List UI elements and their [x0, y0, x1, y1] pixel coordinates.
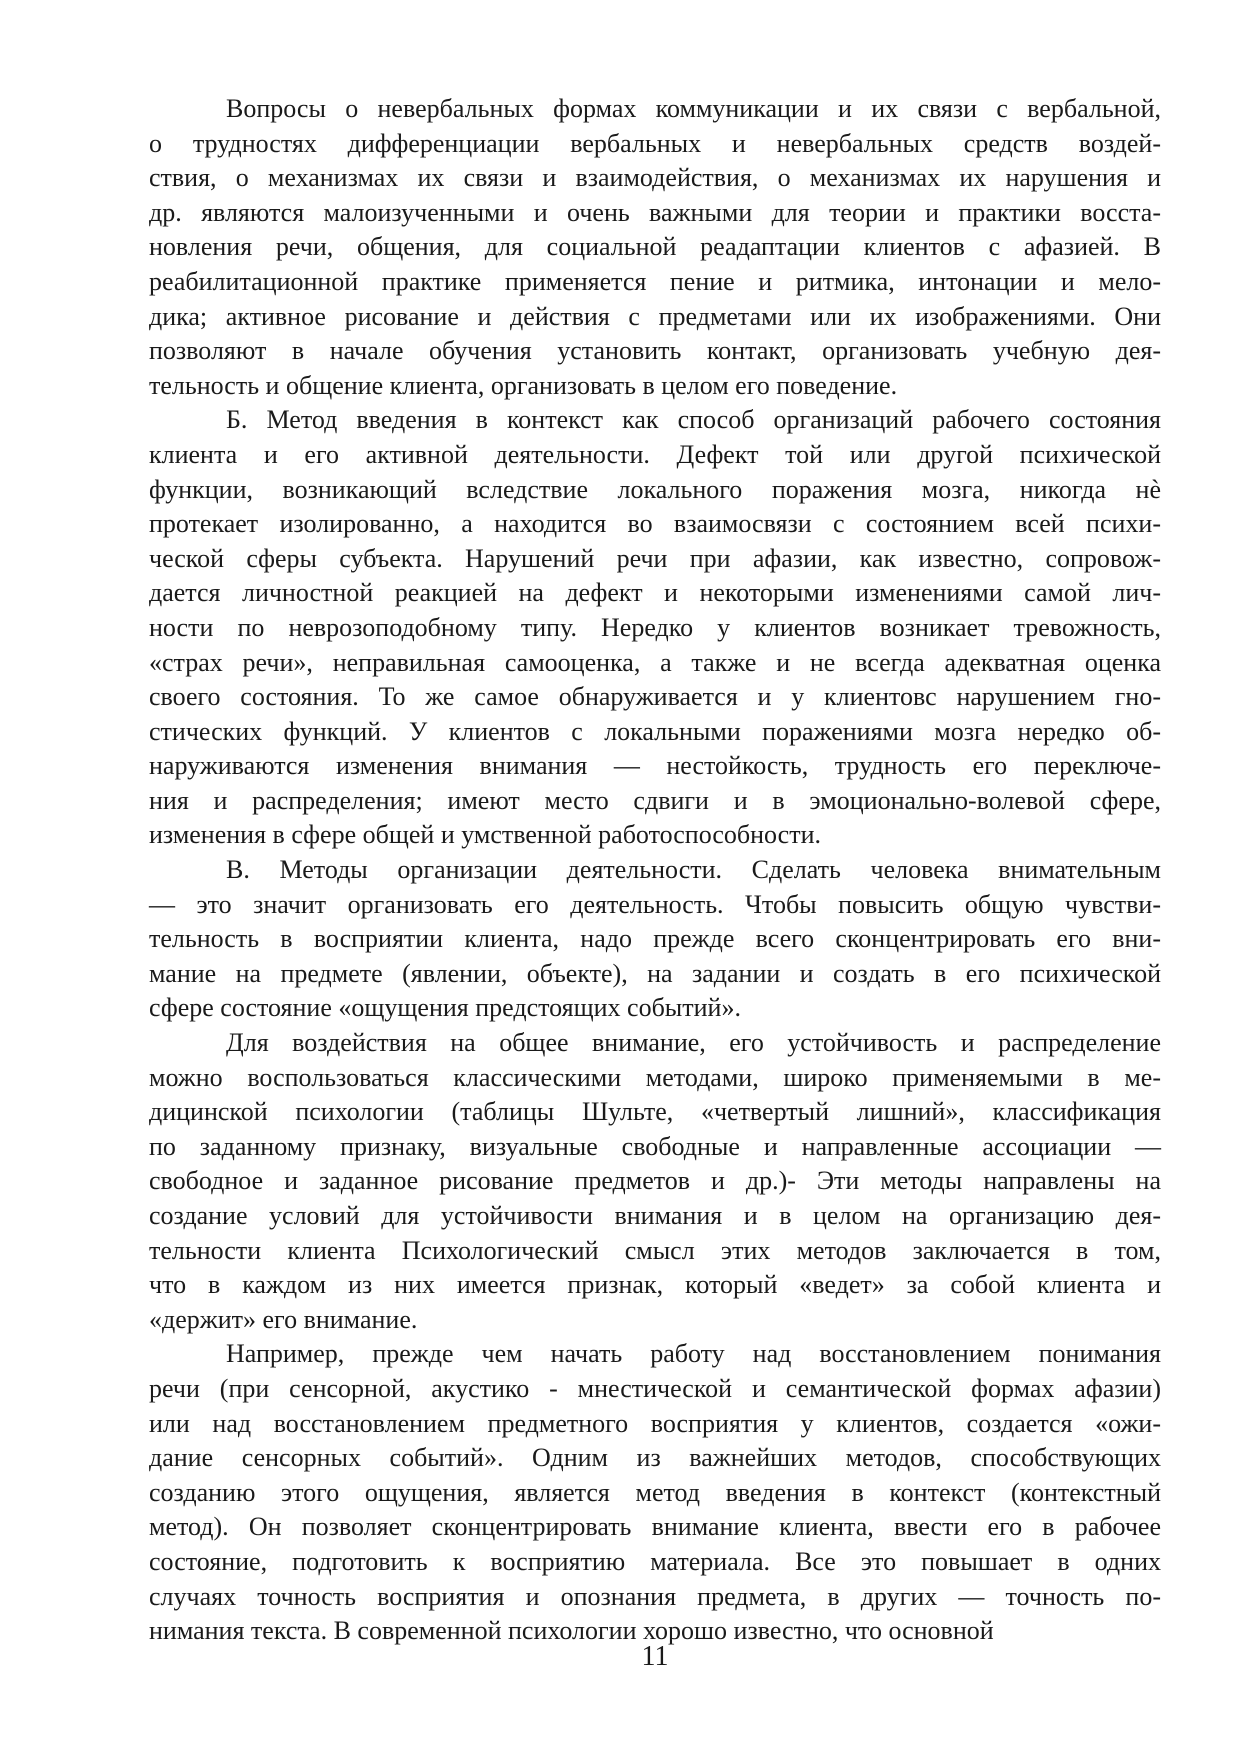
text-line: состояние, подготовить к восприятию материала. Все это повышает в одних — [149, 1546, 1161, 1576]
text-line: или над восстановлением предметного восприятия у клиентов, создается «ожи- — [149, 1408, 1161, 1438]
text-line: ческой сферы субъекта. Нарушений речи при афазии, как известно, сопровож- — [149, 543, 1161, 573]
text-line: наруживаются изменения внимания — нестойкость, трудность его переключе- — [149, 751, 1161, 781]
text-line: случаях точность восприятия и опознания предмета, в других — точность по- — [149, 1581, 1161, 1611]
paragraph — [149, 1026, 1161, 1337]
text-line: дание сенсорных событий». Одним из важнейших методов, способствующих — [149, 1443, 1161, 1473]
text-line: Вопросы о невербальных формах коммуникации и их связи с вербальной, — [226, 94, 1161, 123]
text-line: В. Методы организации деятельности. Сделать человека внимательным — [226, 855, 1161, 885]
text-line: «страх речи», неправильная самооценка, а также и не всегда адекватная оценка — [149, 647, 1161, 677]
text-line: мание на предмете (явлении, объекте), на задании и создать в его психической — [149, 958, 1161, 988]
text-line: можно воспользоваться классическими методами, широко применяемыми в ме- — [149, 1062, 1161, 1092]
text-line: клиента и его активной деятельности. Дефект той или другой психической — [149, 439, 1161, 469]
paragraph — [149, 92, 1161, 403]
text-line: протекает изолированно, а находится во взаимосвязи с состоянием всей психи- — [149, 509, 1161, 539]
text-line: нимания текста. В современной психологии хорошо известно, что основной — [149, 1616, 994, 1646]
text-line: дика; активное рисование и действия с предметами или их изображениями. Они — [149, 301, 1161, 331]
text-line: реабилитационной практике применяется пение и ритмика, интонации и мело- — [149, 266, 1161, 296]
text-line: своего состояния. То же самое обнаруживается и у клиентовс нарушением гно- — [149, 682, 1161, 712]
text-line: создание условий для устойчивости внимания и в целом на организацию дея- — [149, 1201, 1161, 1230]
text-line: позволяют в начале обучения установить контакт, организовать учебную дея- — [149, 336, 1161, 366]
text-line: Для воздействия на общее внимание, его устойчивость и распределение — [226, 1028, 1161, 1058]
text-line: изменения в сфере общей и умственной работоспособности. — [149, 820, 821, 850]
text-line: Б. Метод введения в контекст как способ организаций рабочего состояния — [226, 405, 1161, 435]
text-line: свободное и заданное рисование предметов и др.)- Эти методы направлены на — [149, 1166, 1161, 1196]
text-line: ности по неврозоподобному типу. Нередко у клиентов возникает тревожность, — [149, 612, 1161, 642]
text-line: созданию этого ощущения, является метод введения в контекст (контекстный — [149, 1477, 1161, 1507]
text-line: «держит» его внимание. — [149, 1304, 418, 1334]
text-line: что в каждом из них имеется признак, который «ведет» за собой клиента и — [149, 1270, 1161, 1300]
paragraph — [149, 853, 1161, 1026]
text-line: тельность в восприятии клиента, надо прежде всего сконцентрировать его вни- — [149, 924, 1161, 954]
paragraph — [149, 403, 1161, 853]
text-line: др. являются малоизученными и очень важными для теории и практики восста- — [149, 197, 1161, 227]
text-line: новления речи, общения, для социальной реадаптации клиентов с афазией. В — [149, 232, 1161, 262]
text-line: сфере состояние «ощущения предстоящих событий». — [149, 993, 741, 1023]
text-line: дицинской психологии (таблицы Шульте, «четвертый лишний», классификация — [149, 1097, 1161, 1127]
text-line: ствия, о механизмах их связи и взаимодействия, о механизмах их нарушения и — [149, 163, 1161, 193]
page-number: 11 — [641, 1641, 669, 1672]
text-line: метод). Он позволяет сконцентрировать внимание клиента, ввести его в рабочее — [149, 1512, 1161, 1542]
text-line: тельность и общение клиента, организовать в целом его поведение. — [149, 370, 898, 400]
page-body — [149, 92, 1161, 1649]
text-line: о трудностях дифференциации вербальных и невербальных средств воздей- — [149, 128, 1161, 158]
text-line: дается личностной реакцией на дефект и некоторыми изменениями самой лич- — [149, 578, 1161, 608]
text-line: речи (при сенсорной, акустико - мнестической и семантической формах афазии) — [149, 1373, 1161, 1403]
text-line: функции, возникающий вследствие локального поражения мозга, никогда нѐ — [149, 474, 1161, 504]
paragraph — [149, 1337, 1161, 1648]
text-line: по заданному признаку, визуальные свободные и направленные ассоциации — — [149, 1131, 1161, 1161]
text-line: — это значит организовать его деятельность. Чтобы повысить общую чувстви- — [149, 889, 1161, 919]
text-line: стических функций. У клиентов с локальными поражениями мозга нередко об- — [149, 716, 1161, 746]
text-line: тельности клиента Психологический смысл этих методов заключается в том, — [149, 1235, 1161, 1265]
text-line: Например, прежде чем начать работу над восстановлением понимания — [226, 1339, 1161, 1369]
text-line: ния и распределения; имеют место сдвиги и в эмоционально-волевой сфере, — [149, 785, 1161, 815]
